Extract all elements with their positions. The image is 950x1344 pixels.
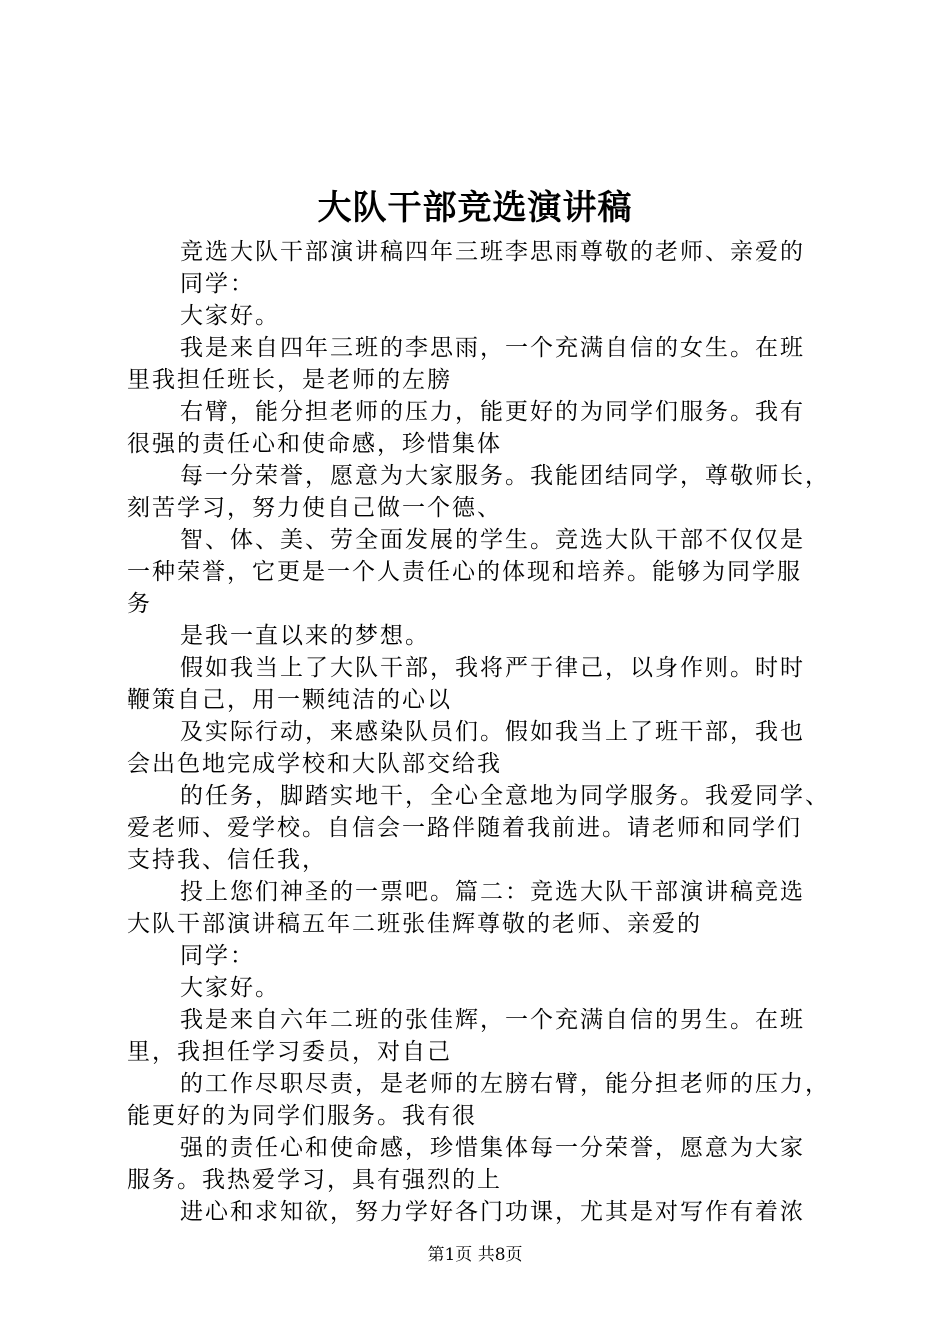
text-line: 里，我担任学习委员，对自己: [127, 1039, 452, 1065]
text-line: 智、体、美、劳全面发展的学生。竞选大队干部不仅仅是: [180, 527, 805, 553]
text-line: 假如我当上了大队干部，我将严于律己，以身作则。时时: [180, 655, 805, 681]
text-line: 的任务，脚踏实地干，全心全意地为同学服务。我爱同学、: [180, 783, 830, 809]
text-line: 同学：: [180, 271, 255, 297]
text-line: 能更好的为同学们服务。我有很: [127, 1103, 477, 1129]
text-line: 及实际行动，来感染队员们。假如我当上了班干部，我也: [180, 719, 805, 745]
text-line: 很强的责任心和使命感，珍惜集体: [127, 431, 502, 457]
text-line: 右臂，能分担老师的压力，能更好的为同学们服务。我有: [180, 399, 805, 425]
text-line: 里我担任班长，是老师的左膀: [127, 367, 452, 393]
text-line: 竞选大队干部演讲稿四年三班李思雨尊敬的老师、亲爱的: [180, 239, 805, 265]
page-footer: 第1页 共8页: [427, 1245, 523, 1265]
text-line: 会出色地完成学校和大队部交给我: [127, 751, 502, 777]
text-line: 是我一直以来的梦想。: [180, 623, 430, 649]
text-line: 刻苦学习，努力使自己做一个德、: [127, 495, 502, 521]
text-line: 支持我、信任我，: [127, 847, 327, 873]
text-line: 服务。我热爱学习，具有强烈的上: [127, 1167, 502, 1193]
text-line: 我是来自六年二班的张佳辉，一个充满自信的男生。在班: [180, 1007, 805, 1033]
document-body: [127, 236, 837, 1228]
text-line: 强的责任心和使命感，珍惜集体每一分荣誉，愿意为大家: [180, 1135, 805, 1161]
document-title: 大队干部竞选演讲稿: [317, 188, 633, 228]
text-line: 进心和求知欲，努力学好各门功课，尤其是对写作有着浓: [180, 1199, 805, 1225]
text-line: 一种荣誉，它更是一个人责任心的体现和培养。能够为同学服: [127, 559, 802, 585]
text-line: 鞭策自己，用一颗纯洁的心以: [127, 687, 452, 713]
text-line: 爱老师、爱学校。自信会一路伴随着我前进。请老师和同学们: [127, 815, 802, 841]
text-line: 大队干部演讲稿五年二班张佳辉尊敬的老师、亲爱的: [127, 911, 702, 937]
text-line: 同学：: [180, 943, 255, 969]
text-line: 每一分荣誉，愿意为大家服务。我能团结同学，尊敬师长，: [180, 463, 830, 489]
text-line: 我是来自四年三班的李思雨，一个充满自信的女生。在班: [180, 335, 805, 361]
text-line: 投上您们神圣的一票吧。篇二：竞选大队干部演讲稿竞选: [180, 879, 805, 905]
text-line: 大家好。: [180, 303, 280, 329]
text-line: 务: [127, 591, 152, 617]
text-line: 大家好。: [180, 975, 280, 1001]
text-line: 的工作尽职尽责，是老师的左膀右臂，能分担老师的压力，: [180, 1071, 830, 1097]
